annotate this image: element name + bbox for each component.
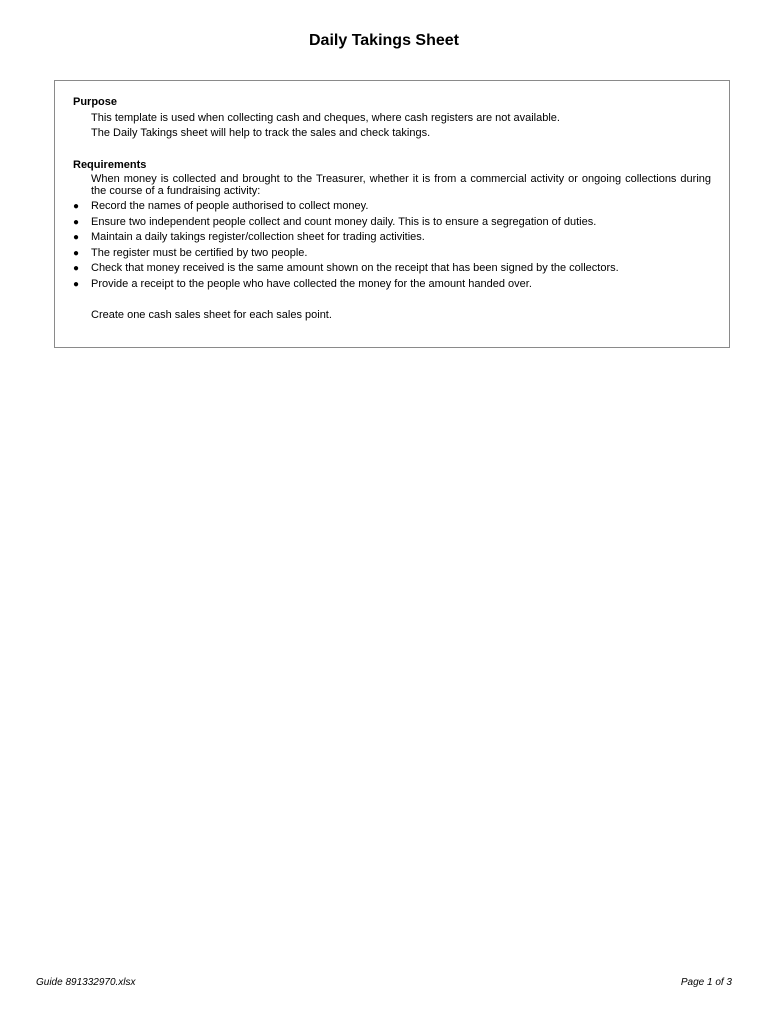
bullet-icon: ● <box>73 201 80 212</box>
section-spacer <box>73 142 711 158</box>
list-item-text: Provide a receipt to the people who have collected the money for the amount handed over. <box>91 277 532 290</box>
guide-box <box>54 80 730 348</box>
list-item <box>73 199 711 215</box>
list-item-text: Maintain a daily takings register/collection sheet for trading activities. <box>91 231 425 243</box>
list-item-text: The register must be certified by two people. <box>91 246 308 259</box>
closing-spacer <box>73 292 711 308</box>
list-item <box>73 230 711 246</box>
requirements-intro: When money is collected and brought to the Treasurer, whether it is from a commercial activity or ongoing collections during the course of a fundraising activity: <box>91 173 711 197</box>
footer-page-number: Page 1 of 3 <box>680 977 732 988</box>
closing-note: Create one cash sales sheet for each sales point. <box>91 309 332 321</box>
purpose-line-1: This template is used when collecting cash and cheques, where cash registers are not available. <box>91 111 560 124</box>
list-item-text: Check that money received is the same amount shown on the receipt that has been signed by the collectors. <box>91 262 619 274</box>
list-item-text: Record the names of people authorised to collect money. <box>91 200 369 212</box>
bullet-icon: ● <box>73 247 80 259</box>
list-item <box>73 277 711 293</box>
list-item-text: Ensure two independent people collect and count money daily. This is to ensure a segregation of duties. <box>91 215 597 228</box>
purpose-line-2: The Daily Takings sheet will help to track the sales and check takings. <box>91 127 431 139</box>
list-item <box>73 215 711 231</box>
purpose-heading: Purpose <box>73 96 118 108</box>
bullet-icon: ● <box>73 216 80 228</box>
bullet-icon: ● <box>73 278 80 290</box>
bullet-icon: ● <box>73 232 80 243</box>
requirements-list <box>73 199 711 292</box>
list-item <box>73 261 711 277</box>
page-title: Daily Takings Sheet <box>309 32 459 49</box>
bullet-icon: ● <box>73 263 80 274</box>
requirements-heading: Requirements <box>73 158 147 171</box>
footer-file-name: Guide 891332970.xlsx <box>36 977 136 988</box>
list-item <box>73 246 711 262</box>
